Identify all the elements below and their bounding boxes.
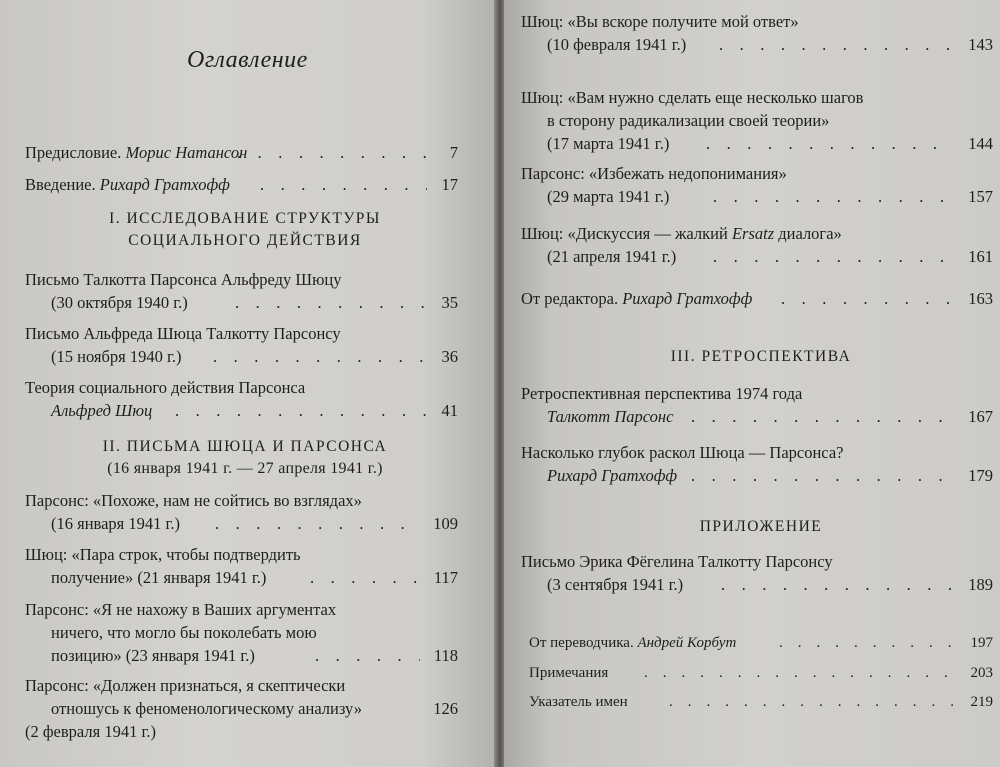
- toc-entry: [25, 322, 458, 368]
- page-number: 35: [441, 293, 458, 312]
- toc-entry: [521, 441, 993, 487]
- toc-entry: [25, 376, 458, 422]
- toc-entry-preface: [25, 141, 458, 164]
- entry-author: Альфред Шюц: [51, 401, 153, 420]
- entry-title: Шюц: «Пара строк, чтобы подтвердить: [25, 545, 301, 564]
- toc-entry: [25, 489, 458, 535]
- dot-leader: [644, 662, 956, 685]
- entry-title: Ретроспективная перспектива 1974 года: [521, 384, 803, 403]
- entry-date: (2 февраля 1941 г.): [25, 722, 156, 741]
- page-number: 7: [449, 143, 458, 162]
- left-page: [0, 0, 496, 767]
- section-heading-dates: (16 января 1941 г. — 27 апреля 1941 г.): [107, 460, 383, 477]
- toc-entry-translator: [529, 632, 993, 655]
- section-heading-part3: III. РЕТРОСПЕКТИВА: [670, 348, 852, 365]
- entry-author: Рихард Гратхофф: [622, 289, 753, 308]
- toc-entry: [521, 10, 993, 56]
- toc-entry: [521, 162, 993, 208]
- entry-title: Шюц: «Вы вскоре получите мой ответ»: [521, 12, 799, 31]
- entry-title: Шюц: «Вам нужно сделать еще несколько шагов: [521, 88, 864, 107]
- toc-entry: [25, 268, 458, 314]
- entry-date: (17 марта 1941 г.): [547, 134, 670, 153]
- page-number: 203: [970, 665, 993, 681]
- entry-title: Письмо Талкотта Парсонса Альфреду Шюцу: [25, 270, 342, 289]
- toc-entry: [521, 550, 993, 596]
- toc-title: Оглавление: [187, 47, 308, 73]
- entry-author: Рихард Гратхофф: [99, 175, 230, 194]
- page-number: 118: [433, 646, 458, 665]
- dot-leader: [237, 141, 436, 164]
- page-number: 219: [970, 694, 993, 710]
- entry-title: Теория социального действия Парсонса: [25, 378, 306, 397]
- dot-leader: [713, 185, 954, 208]
- page-number: 197: [970, 635, 993, 651]
- entry-title: Парсонс: «Избежать недопонимания»: [521, 164, 787, 183]
- dot-leader: [706, 132, 954, 155]
- entry-lead: Предисловие.: [25, 143, 122, 162]
- page-number: 117: [433, 568, 458, 587]
- page-number: 161: [968, 247, 993, 266]
- dot-leader: [260, 173, 427, 196]
- toc-entry-intro: [25, 173, 458, 196]
- entry-lead: Примечания: [529, 665, 609, 681]
- entry-author: Рихард Гратхофф: [547, 466, 678, 485]
- toc-entry: [521, 382, 993, 428]
- toc-entry-notes: [529, 662, 993, 685]
- section-heading-line: СОЦИАЛЬНОГО ДЕЙСТВИЯ: [128, 232, 362, 249]
- page-number: 143: [968, 35, 993, 54]
- dot-leader: [315, 644, 420, 667]
- section-heading-line: I. ИССЛЕДОВАНИЕ СТРУКТУРЫ: [109, 210, 381, 227]
- entry-author: Талкотт Парсонс: [547, 407, 674, 426]
- section-heading-part1: [25, 208, 465, 252]
- entry-date: (16 января 1941 г.): [51, 514, 181, 533]
- page-number: 189: [968, 575, 993, 594]
- entry-lead: От редактора.: [521, 289, 619, 308]
- entry-date: (15 ноября 1940 г.): [51, 347, 182, 366]
- page-number: 36: [441, 347, 458, 366]
- page-number: 17: [441, 175, 458, 194]
- page-number: 126: [433, 699, 458, 718]
- entry-author: Морис Натансон: [125, 143, 248, 162]
- entry-title-cont: отношусь к феноменологическому анализу»: [51, 699, 362, 718]
- page-number: 163: [968, 289, 993, 308]
- section-heading-appendix: ПРИЛОЖЕНИЕ: [699, 518, 823, 535]
- entry-title: Парсонс: «Похоже, нам не сойтись во взглядах»: [25, 491, 362, 510]
- entry-title-cont: ничего, что могло бы поколебать мою: [51, 623, 317, 642]
- entry-title: Парсонс: «Я не нахожу в Ваших аргументах: [25, 600, 337, 619]
- entry-lead: Введение.: [25, 175, 96, 194]
- section-heading-line: II. ПИСЬМА ШЮЦА И ПАРСОНСА: [102, 438, 388, 455]
- entry-title: Насколько глубок раскол Шюца — Парсонса?: [521, 443, 844, 462]
- entry-date: позицию» (23 января 1941 г.): [51, 646, 255, 665]
- entry-date: получение» (21 января 1941 г.): [51, 568, 267, 587]
- entry-date: (30 октября 1940 г.): [51, 293, 188, 312]
- dot-leader: [175, 399, 427, 422]
- entry-lead: Указатель имен: [529, 694, 628, 710]
- entry-title: Письмо Альфреда Шюца Талкотту Парсонсу: [25, 324, 341, 343]
- dot-leader: [781, 287, 954, 310]
- toc-entry-index: [529, 691, 993, 714]
- entry-date: (3 сентября 1941 г.): [547, 575, 684, 594]
- dot-leader: [310, 566, 420, 589]
- entry-date: (10 февраля 1941 г.): [547, 35, 687, 54]
- entry-title: Письмо Эрика Фёгелина Талкотту Парсонсу: [521, 552, 833, 571]
- entry-lead: От переводчика.: [529, 635, 634, 651]
- entry-author: Андрей Корбут: [637, 635, 737, 651]
- dot-leader: [669, 691, 956, 714]
- dot-leader: [215, 512, 419, 535]
- toc-entry: [521, 86, 993, 155]
- dot-leader: [713, 245, 954, 268]
- page-number: 179: [968, 466, 993, 485]
- entry-title: Парсонс: «Должен признаться, я скептически: [25, 676, 346, 695]
- dot-leader: [691, 405, 954, 428]
- dot-leader: [779, 632, 956, 655]
- dot-leader: [691, 464, 954, 487]
- toc-entry: [25, 543, 458, 589]
- right-page: [504, 0, 1000, 767]
- entry-title-cont: в сторону радикализации своей теории»: [547, 111, 830, 130]
- page-number: 144: [968, 134, 993, 153]
- dot-leader: [721, 573, 954, 596]
- page-number: 41: [441, 401, 458, 420]
- toc-entry: [25, 674, 458, 743]
- toc-entry: [521, 222, 993, 268]
- entry-date: (21 апреля 1941 г.): [547, 247, 677, 266]
- dot-leader: [719, 33, 954, 56]
- entry-title: Шюц: «Дискуссия — жалкий Ersatz диалога»: [521, 224, 842, 243]
- entry-date: (29 марта 1941 г.): [547, 187, 670, 206]
- toc-entry: [25, 598, 458, 667]
- page-number: 157: [968, 187, 993, 206]
- section-heading-part2: [25, 436, 465, 480]
- bleed-through-text: [300, 22, 304, 39]
- page-number: 167: [968, 407, 993, 426]
- dot-leader: [235, 291, 427, 314]
- page-number: 109: [433, 514, 458, 533]
- dot-leader: [213, 345, 427, 368]
- toc-entry-editor: [521, 287, 993, 310]
